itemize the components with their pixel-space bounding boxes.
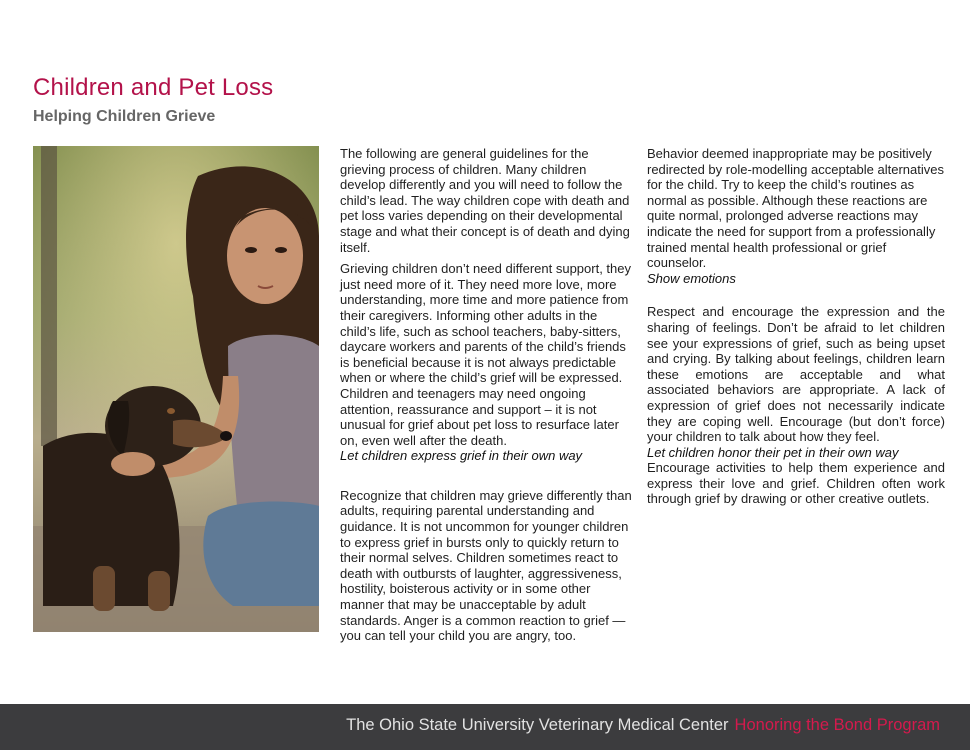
column-left bbox=[340, 146, 632, 644]
paragraph: The following are general guidelines for the grieving process of children. Many children develop differently and you will need to follow the child’s lead. The way children cope with death and pet loss varies depending on their developmental stage and what their concept is of death and dying itself. bbox=[340, 146, 630, 255]
section-heading: Let children express grief in their own way bbox=[340, 448, 583, 464]
paragraph: Encourage activities to help them experience and express their love and grief. Children often work through grief by drawing or other creative outlets. bbox=[647, 460, 945, 507]
column-right bbox=[647, 146, 945, 507]
girl-with-puppy-photo bbox=[33, 146, 319, 632]
footer-program-name: Honoring the Bond Program bbox=[734, 716, 940, 734]
paragraph: Grieving children don’t need different support, they just need more of it. They need more love, more understanding, more time and more patience from their caregivers. Informing other adults in the child’s life, such as school teachers, baby-sitters, daycare workers and parents of the child’s friends is beneficial because it is not always predictable when or where the child’s grief will be expressed. Children and teenagers may need ongoing attention, reassurance and support – it is not unusual for grief about pet loss to resurface later on, even well after the death. bbox=[340, 261, 631, 448]
footer-org-name: The Ohio State University Veterinary Medical Center bbox=[346, 716, 729, 734]
section-heading: Show emotions bbox=[647, 270, 736, 286]
paragraph: Respect and encourage the expression and the sharing of feelings. Don’t be afraid to let children see your expressions of grief, such as being upset and crying. By talking about feelings, children learn these emotions are acceptable and what associated behaviors are appropriate. A lack of expression of grief does not necessarily indicate they are coping well. Encourage (but don’t force) your children to talk about how they feel. bbox=[647, 304, 945, 445]
footer-text bbox=[346, 716, 940, 735]
page-subtitle: Helping Children Grieve bbox=[33, 108, 216, 125]
paragraph: Recognize that children may grieve differently than adults, requiring parental understanding and guidance. It is not uncommon for younger children to express grief in bursts only to quickly return to their normal selves. Children sometimes react to death with outbursts of laughter, aggressiveness, hostility, boisterous activity or in some other manner that may be unacceptable by adult standards. Anger is a common reaction to grief — you can tell your child you are angry, too. bbox=[340, 487, 632, 644]
paragraph: Behavior deemed inappropriate may be positively redirected by role-modelling acceptable alternatives for the child. Try to keep the child’s routines as normal as possible. Although these reactions are quite normal, prolonged adverse reactions may indicate the need for support from a professionally trained mental health professional or grief counselor. bbox=[647, 146, 944, 271]
footer-bar bbox=[0, 704, 970, 750]
page-title: Children and Pet Loss bbox=[33, 74, 274, 101]
section-heading: Let children honor their pet in their own way bbox=[647, 444, 899, 460]
